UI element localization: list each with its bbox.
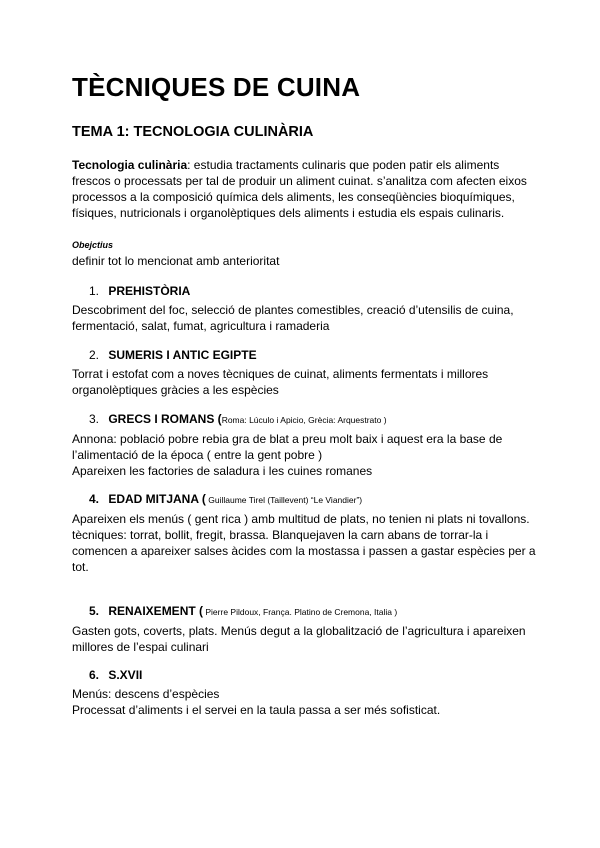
section-title: RENAIXEMENT ( — [108, 604, 204, 618]
section-paragraph: Apareixen els menús ( gent rica ) amb multitud de plats, no tenien ni plats ni tovallons. — [72, 512, 530, 526]
section-heading — [72, 346, 542, 364]
section-sumeris — [72, 346, 542, 398]
section-paragraph: Annona: població pobre rebia gra de blat a preu molt baix i aquest era la base de l’alimentació de la época ( entre la gent pobre ) — [72, 432, 503, 462]
section-paragraph: Descobriment del foc, selecció de plantes comestibles, creació d’utensilis de cuina, fermentació, salat, fumat, agricultura i ramaderia — [72, 303, 514, 333]
section-number: 6. — [89, 668, 100, 682]
section-heading — [72, 410, 542, 429]
section-body — [72, 623, 542, 655]
section-note: Roma: Lúculo i Apicio, Grècia: Arquestrato ) — [221, 415, 387, 425]
section-edad-mitjana — [72, 490, 542, 575]
section-paragraph: Apareixen les factories de saladura i les cuines romanes — [72, 464, 373, 478]
topic-heading: TEMA 1: TECNOLOGIA CULINÀRIA — [72, 124, 314, 140]
section-title: SUMERIS I ANTIC EGIPTE — [108, 348, 257, 362]
section-title: S.XVII — [108, 668, 143, 682]
section-number: 1. — [89, 284, 100, 298]
section-body — [72, 686, 542, 718]
section-heading — [72, 490, 542, 509]
section-title: EDAD MITJANA ( — [108, 492, 206, 506]
document-title: TÈCNIQUES DE CUINA — [72, 72, 361, 102]
objectives-label: Obejctius — [72, 240, 114, 250]
section-body — [72, 511, 542, 575]
section-number: 4. — [89, 492, 100, 506]
intro-text: : estudia tractaments culinaris que poden patir els aliments frescos o processats per tal de produir un aliment cuinat. s’analitza com afecten eixos processos a la composició química dels aliments, les conseqüències bioquímiques, físiques, nutricionals i organolèptiques dels aliments i estudia els espais culinaris. — [72, 158, 527, 220]
section-heading — [72, 666, 542, 684]
section-prehistoria — [72, 282, 542, 334]
section-paragraph: tècniques: torrat, bollit, fregit, brassa. Blanquejaven la carn abans de torrar-la i comencen a apareixer salses àcides com la mostassa i passen a gastar espècies per a tot. — [72, 528, 536, 574]
intro-paragraph — [72, 157, 532, 221]
section-body — [72, 366, 542, 398]
objectives-text: definir tot lo mencionat amb anterioritat — [72, 254, 280, 268]
section-body — [72, 302, 542, 334]
section-grecs-romans — [72, 410, 542, 479]
section-renaixement — [72, 602, 542, 655]
section-paragraph: Processat d’aliments i el servei en la taula passa a ser més sofisticat. — [72, 703, 441, 717]
section-title: PREHISTÒRIA — [108, 284, 191, 298]
section-s-xvii — [72, 666, 542, 718]
section-paragraph: Torrat i estofat com a noves tècniques de cuinat, aliments fermentats i millores organolèptiques gràcies a les espècies — [72, 367, 489, 397]
section-title: GRECS I ROMANS ( — [108, 412, 222, 426]
section-number: 2. — [89, 348, 100, 362]
section-heading — [72, 602, 542, 621]
section-heading — [72, 282, 542, 300]
section-body — [72, 431, 542, 479]
section-note: Pierre Pildoux, França. Platino de Cremona, Italia ) — [203, 607, 398, 617]
section-note: Guillaume Tirel (Taillevent) “Le Viandier”) — [205, 495, 363, 505]
section-paragraph: Menús: descens d’espècies — [72, 687, 220, 701]
section-paragraph: Gasten gots, coverts, plats. Menús degut a la globalització de l’agricultura i apareixen millores de l’espai culinari — [72, 624, 526, 654]
section-number: 5. — [89, 604, 100, 618]
intro-term: Tecnologia culinària — [72, 158, 188, 172]
section-number: 3. — [89, 412, 100, 426]
